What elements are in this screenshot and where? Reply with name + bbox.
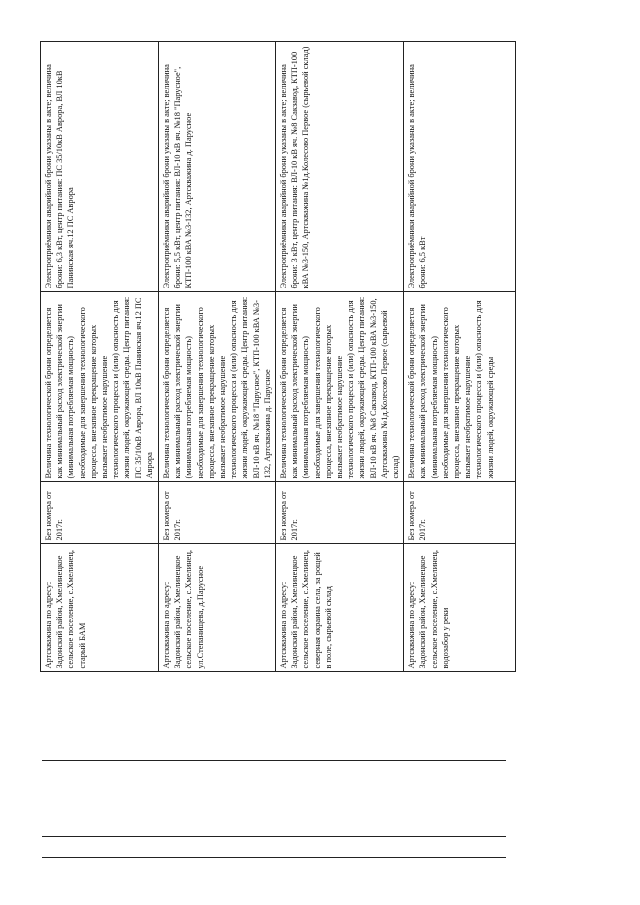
doc-ref-cell: Без номера от 2017г. <box>41 482 159 544</box>
tech-reserve-cell: Величина технологической брони определяется как минимальный расход электрической энергии (минимальная потребляемая мощность) необходимые для завершения технологического процесса, внезапное прекращение которых вызывает необратимое нарушение технологического процесса и (или) опасность для жизни людей, окружающей среды. Центр питания: ВЛ-10 кВ яч. №8 Сакзавод, КТП-100 кВА №3-150, Артскважина №1д.Колесово Первое (сырьевой склад) <box>276 292 404 482</box>
emergency-reserve-cell: Электроприёмники аварийной брони указаны в акте; величина брони: 3 кВт, центр питания: ВЛ-10 кВ яч. №8 Сакзавод, КТП-100 кВА №3-150, Артскважина №1д.Колесово Первое (сырьевой склад) <box>276 42 404 292</box>
emergency-reserve-cell: Электроприёмники аварийной брони указаны в акте; величина брони: 6,3 кВт, центр питания: ПС 35/10кВ Аврора, ВЛ 10кВ Панинская яч.12 ПС Аврора <box>41 42 159 292</box>
rotated-table-container <box>40 42 510 822</box>
reserve-table <box>40 42 516 823</box>
blank-cell <box>159 672 276 822</box>
tech-reserve-cell: Величина технологической брони определяется как минимальный расход электрической энергии (минимальная потребляемая мощность) необходимые для завершения технологического процесса, внезапное прекращение которых вызывает необратимое нарушение технологического процесса и (или) опасность для жизни людей, окружающей среды. Центр питания: ПС 35/10кВ Аврора, ВЛ 10кВ Панинская яч.12 ПС Аврора <box>41 292 159 482</box>
tech-reserve-cell: Величина технологической брони определяется как минимальный расход электрической энергии (минимальная потребляемая мощность) необходимые для завершения технологического процесса, внезапное прекращение которых вызывает необратимое нарушение технологического процесса и (или) опасность для жизни людей, окружающей среды <box>404 292 516 482</box>
blank-cell <box>276 672 404 822</box>
table-row <box>41 42 159 822</box>
emergency-reserve-cell: Электроприёмники аварийной брони указаны в акте; величина брони: 6,5 кВт <box>404 42 516 292</box>
table-row <box>276 42 404 822</box>
tech-reserve-cell: Величина технологической брони определяется как минимальный расход электрической энергии (минимальная потребляемая мощность) необходимые для завершения технологического процесса, внезапное прекращение которых вызывает необратимое нарушение технологического процесса и (или) опасность для жизни людей, окружающей среды. Центр питания: ВЛ-10 кВ яч. №18 "Парусное", КТП-100 кВА №3-132, Артскважина д. Парусное <box>159 292 276 482</box>
blank-cell <box>404 672 516 822</box>
doc-ref-cell: Без номера от 2017г. <box>404 482 516 544</box>
footer-rule-2 <box>42 836 506 837</box>
footer-rule-3 <box>42 857 506 858</box>
table-row <box>159 42 276 822</box>
table-row <box>404 42 516 822</box>
location-cell: Артскважина по адресу: Задонский район, Хмелинецкое сельское поселение, с.Хмелинец, водозабор у реки <box>404 544 516 672</box>
location-cell: Артскважина по адресу: Задонский район, Хмелинецкое сельское поселение, с.Хмелинец, ул.Степанищева, д.Парусное <box>159 544 276 672</box>
blank-cell <box>41 672 159 822</box>
emergency-reserve-cell: Электроприёмники аварийной брони указаны в акте; величина брони: 5,5 кВт, центр питания: ВЛ-10 кВ яч. №18 "Парусное", КТП-100 кВА №3-132, Артскважина д. Парусное <box>159 42 276 292</box>
doc-ref-cell: Без номера от 2017г. <box>159 482 276 544</box>
location-cell: Артскважина по адресу: Задонский район, Хмелинецкое сельское поселение, с.Хмелинец, старый БАМ <box>41 544 159 672</box>
location-cell: Артскважина по адресу: Задонский район, Хмелинецкое сельское поселение, с.Хмелинец, северная окраина села, за рощей в поле, сырьевой склад <box>276 544 404 672</box>
doc-ref-cell: Без номера от 2017г. <box>276 482 404 544</box>
